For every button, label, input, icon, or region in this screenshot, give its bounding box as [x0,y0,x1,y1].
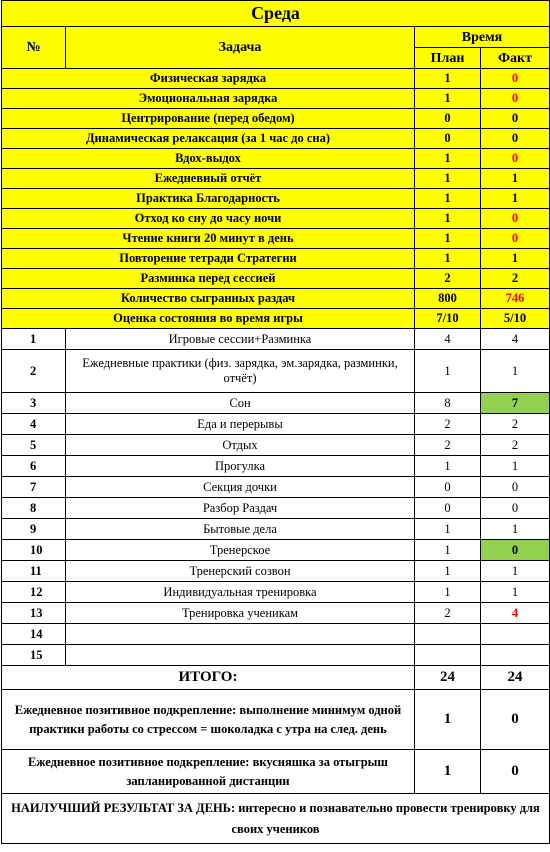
row-plan: 1 [415,561,481,582]
row-fact [481,645,550,666]
total-row [2,666,550,690]
row-fact: 1 [481,561,550,582]
row-number: 4 [2,414,66,435]
row-fact: 1 [481,456,550,477]
practice-row [2,89,550,109]
practice-row [2,249,550,269]
practice-row [2,289,550,309]
practice-plan: 1 [415,249,481,269]
row-plan: 4 [415,329,481,350]
reinforcement-plan: 1 [415,690,481,750]
practice-plan: 0 [415,109,481,129]
row-plan: 2 [415,435,481,456]
practice-plan: 1 [415,229,481,249]
row-fact: 4 [481,603,550,624]
row-number: 13 [2,603,66,624]
row-fact: 4 [481,329,550,350]
row-task: Секция дочки [66,477,415,498]
row-fact [481,624,550,645]
reinforcement-fact: 0 [481,690,550,750]
row-task: Тренировка ученикам [66,603,415,624]
schedule-row [2,561,550,582]
row-fact: 1 [481,519,550,540]
plan-header: План [415,48,481,69]
practice-task: Отход ко сну до часу ночи [2,209,415,229]
practice-row [2,129,550,149]
practice-task: Эмоциональная зарядка [2,89,415,109]
row-number: 10 [2,540,66,561]
schedule-row [2,350,550,393]
header-row-1 [2,27,550,48]
row-number: 6 [2,456,66,477]
practice-row [2,169,550,189]
row-fact: 2 [481,435,550,456]
practice-task: Разминка перед сессией [2,269,415,289]
row-task: Бытовые дела [66,519,415,540]
reinforcement-row [2,690,550,750]
row-task: Индивидуальная тренировка [66,582,415,603]
row-plan: 1 [415,519,481,540]
row-task: Игровые сессии+Разминка [66,329,415,350]
row-number: 7 [2,477,66,498]
practice-row [2,309,550,329]
row-number: 8 [2,498,66,519]
schedule-row [2,477,550,498]
row-task: Прогулка [66,456,415,477]
practice-task: Центрирование (перед обедом) [2,109,415,129]
schedule-row [2,603,550,624]
task-header: Задача [66,27,415,69]
practice-fact: 2 [481,269,550,289]
practice-plan: 1 [415,149,481,169]
schedule-row [2,414,550,435]
total-plan: 24 [415,666,481,690]
schedule-row [2,329,550,350]
row-plan: 2 [415,603,481,624]
practice-task: Вдох-выдох [2,149,415,169]
row-number: 12 [2,582,66,603]
practice-plan: 800 [415,289,481,309]
row-task: Еда и перерывы [66,414,415,435]
row-plan: 0 [415,498,481,519]
practice-fact: 0 [481,69,550,89]
practice-fact: 0 [481,89,550,109]
row-number: 2 [2,350,66,393]
row-task: Отдых [66,435,415,456]
row-task: Тренерский созвон [66,561,415,582]
row-fact: 0 [481,540,550,561]
best-result-label: НАИЛУЧШИЙ РЕЗУЛЬТАТ ЗА ДЕНЬ: [11,800,236,815]
row-number: 11 [2,561,66,582]
row-plan [415,645,481,666]
row-fact: 0 [481,477,550,498]
best-result-text: интересно и познавательно провести тренировку для своих учеников [231,800,540,836]
practice-fact: 0 [481,129,550,149]
practice-task: Динамическая релаксация (за 1 час до сна) [2,129,415,149]
practice-row [2,69,550,89]
row-fact: 2 [481,414,550,435]
practice-task: Практика Благодарность [2,189,415,209]
row-number: 9 [2,519,66,540]
practice-task: Количество сыгранных раздач [2,289,415,309]
row-number: 3 [2,393,66,414]
row-plan: 1 [415,540,481,561]
schedule-row [2,519,550,540]
schedule-row [2,582,550,603]
time-header: Время [415,27,550,48]
row-number: 5 [2,435,66,456]
schedule-rows [2,329,550,666]
total-label: ИТОГО: [2,666,415,690]
row-number: 1 [2,329,66,350]
practice-fact: 1 [481,249,550,269]
row-plan [415,624,481,645]
practice-fact: 5/10 [481,309,550,329]
practice-fact: 0 [481,109,550,129]
practice-fact: 746 [481,289,550,309]
practice-plan: 1 [415,169,481,189]
row-task: Ежедневные практики (физ. зарядка, эм.зарядка, разминки, отчёт) [66,350,415,393]
fact-header: Факт [481,48,550,69]
row-fact: 1 [481,582,550,603]
row-plan: 1 [415,350,481,393]
practice-plan: 1 [415,189,481,209]
total-fact: 24 [481,666,550,690]
practice-plan: 1 [415,209,481,229]
row-task [66,624,415,645]
reinforcement-text: Ежедневное позитивное подкрепление: вкусняшка за отыгрыш запланированной дистанции [2,750,415,794]
row-number: 15 [2,645,66,666]
practice-task: Физическая зарядка [2,69,415,89]
practice-row [2,109,550,129]
practice-plan: 1 [415,89,481,109]
practice-row [2,149,550,169]
row-number: 14 [2,624,66,645]
schedule-row [2,393,550,414]
practice-row [2,269,550,289]
row-fact: 7 [481,393,550,414]
practice-plan: 0 [415,129,481,149]
reinforcement-plan: 1 [415,750,481,794]
schedule-row [2,456,550,477]
practice-row [2,209,550,229]
schedule-row [2,624,550,645]
best-result-cell [2,794,550,844]
row-task: Разбор Раздач [66,498,415,519]
reinforcement-fact: 0 [481,750,550,794]
row-task: Сон [66,393,415,414]
row-fact: 0 [481,498,550,519]
practice-row [2,189,550,209]
row-plan: 0 [415,477,481,498]
reinforcement-text: Ежедневное позитивное подкрепление: выполнение минимум одной практики работы со стрессом = шоколадка с утра на след. день [2,690,415,750]
row-plan: 1 [415,456,481,477]
practice-task: Оценка состояния во время игры [2,309,415,329]
daily-plan-table [1,0,550,844]
practice-task: Повторение тетради Стратегии [2,249,415,269]
practice-plan: 1 [415,69,481,89]
practice-rows [2,69,550,329]
row-task [66,645,415,666]
row-task: Тренерское [66,540,415,561]
num-header: № [2,27,66,69]
row-fact: 1 [481,350,550,393]
reinforcement-row [2,750,550,794]
practice-fact: 1 [481,189,550,209]
best-result-row [2,794,550,844]
practice-fact: 1 [481,169,550,189]
day-title: Среда [2,1,550,27]
practice-plan: 2 [415,269,481,289]
practice-plan: 7/10 [415,309,481,329]
practice-task: Ежедневный отчёт [2,169,415,189]
schedule-row [2,540,550,561]
practice-fact: 0 [481,149,550,169]
practice-row [2,229,550,249]
row-plan: 1 [415,582,481,603]
schedule-row [2,498,550,519]
row-plan: 2 [415,414,481,435]
practice-fact: 0 [481,229,550,249]
practice-task: Чтение книги 20 минут в день [2,229,415,249]
title-row [2,1,550,27]
row-plan: 8 [415,393,481,414]
schedule-row [2,435,550,456]
practice-fact: 0 [481,209,550,229]
schedule-row [2,645,550,666]
